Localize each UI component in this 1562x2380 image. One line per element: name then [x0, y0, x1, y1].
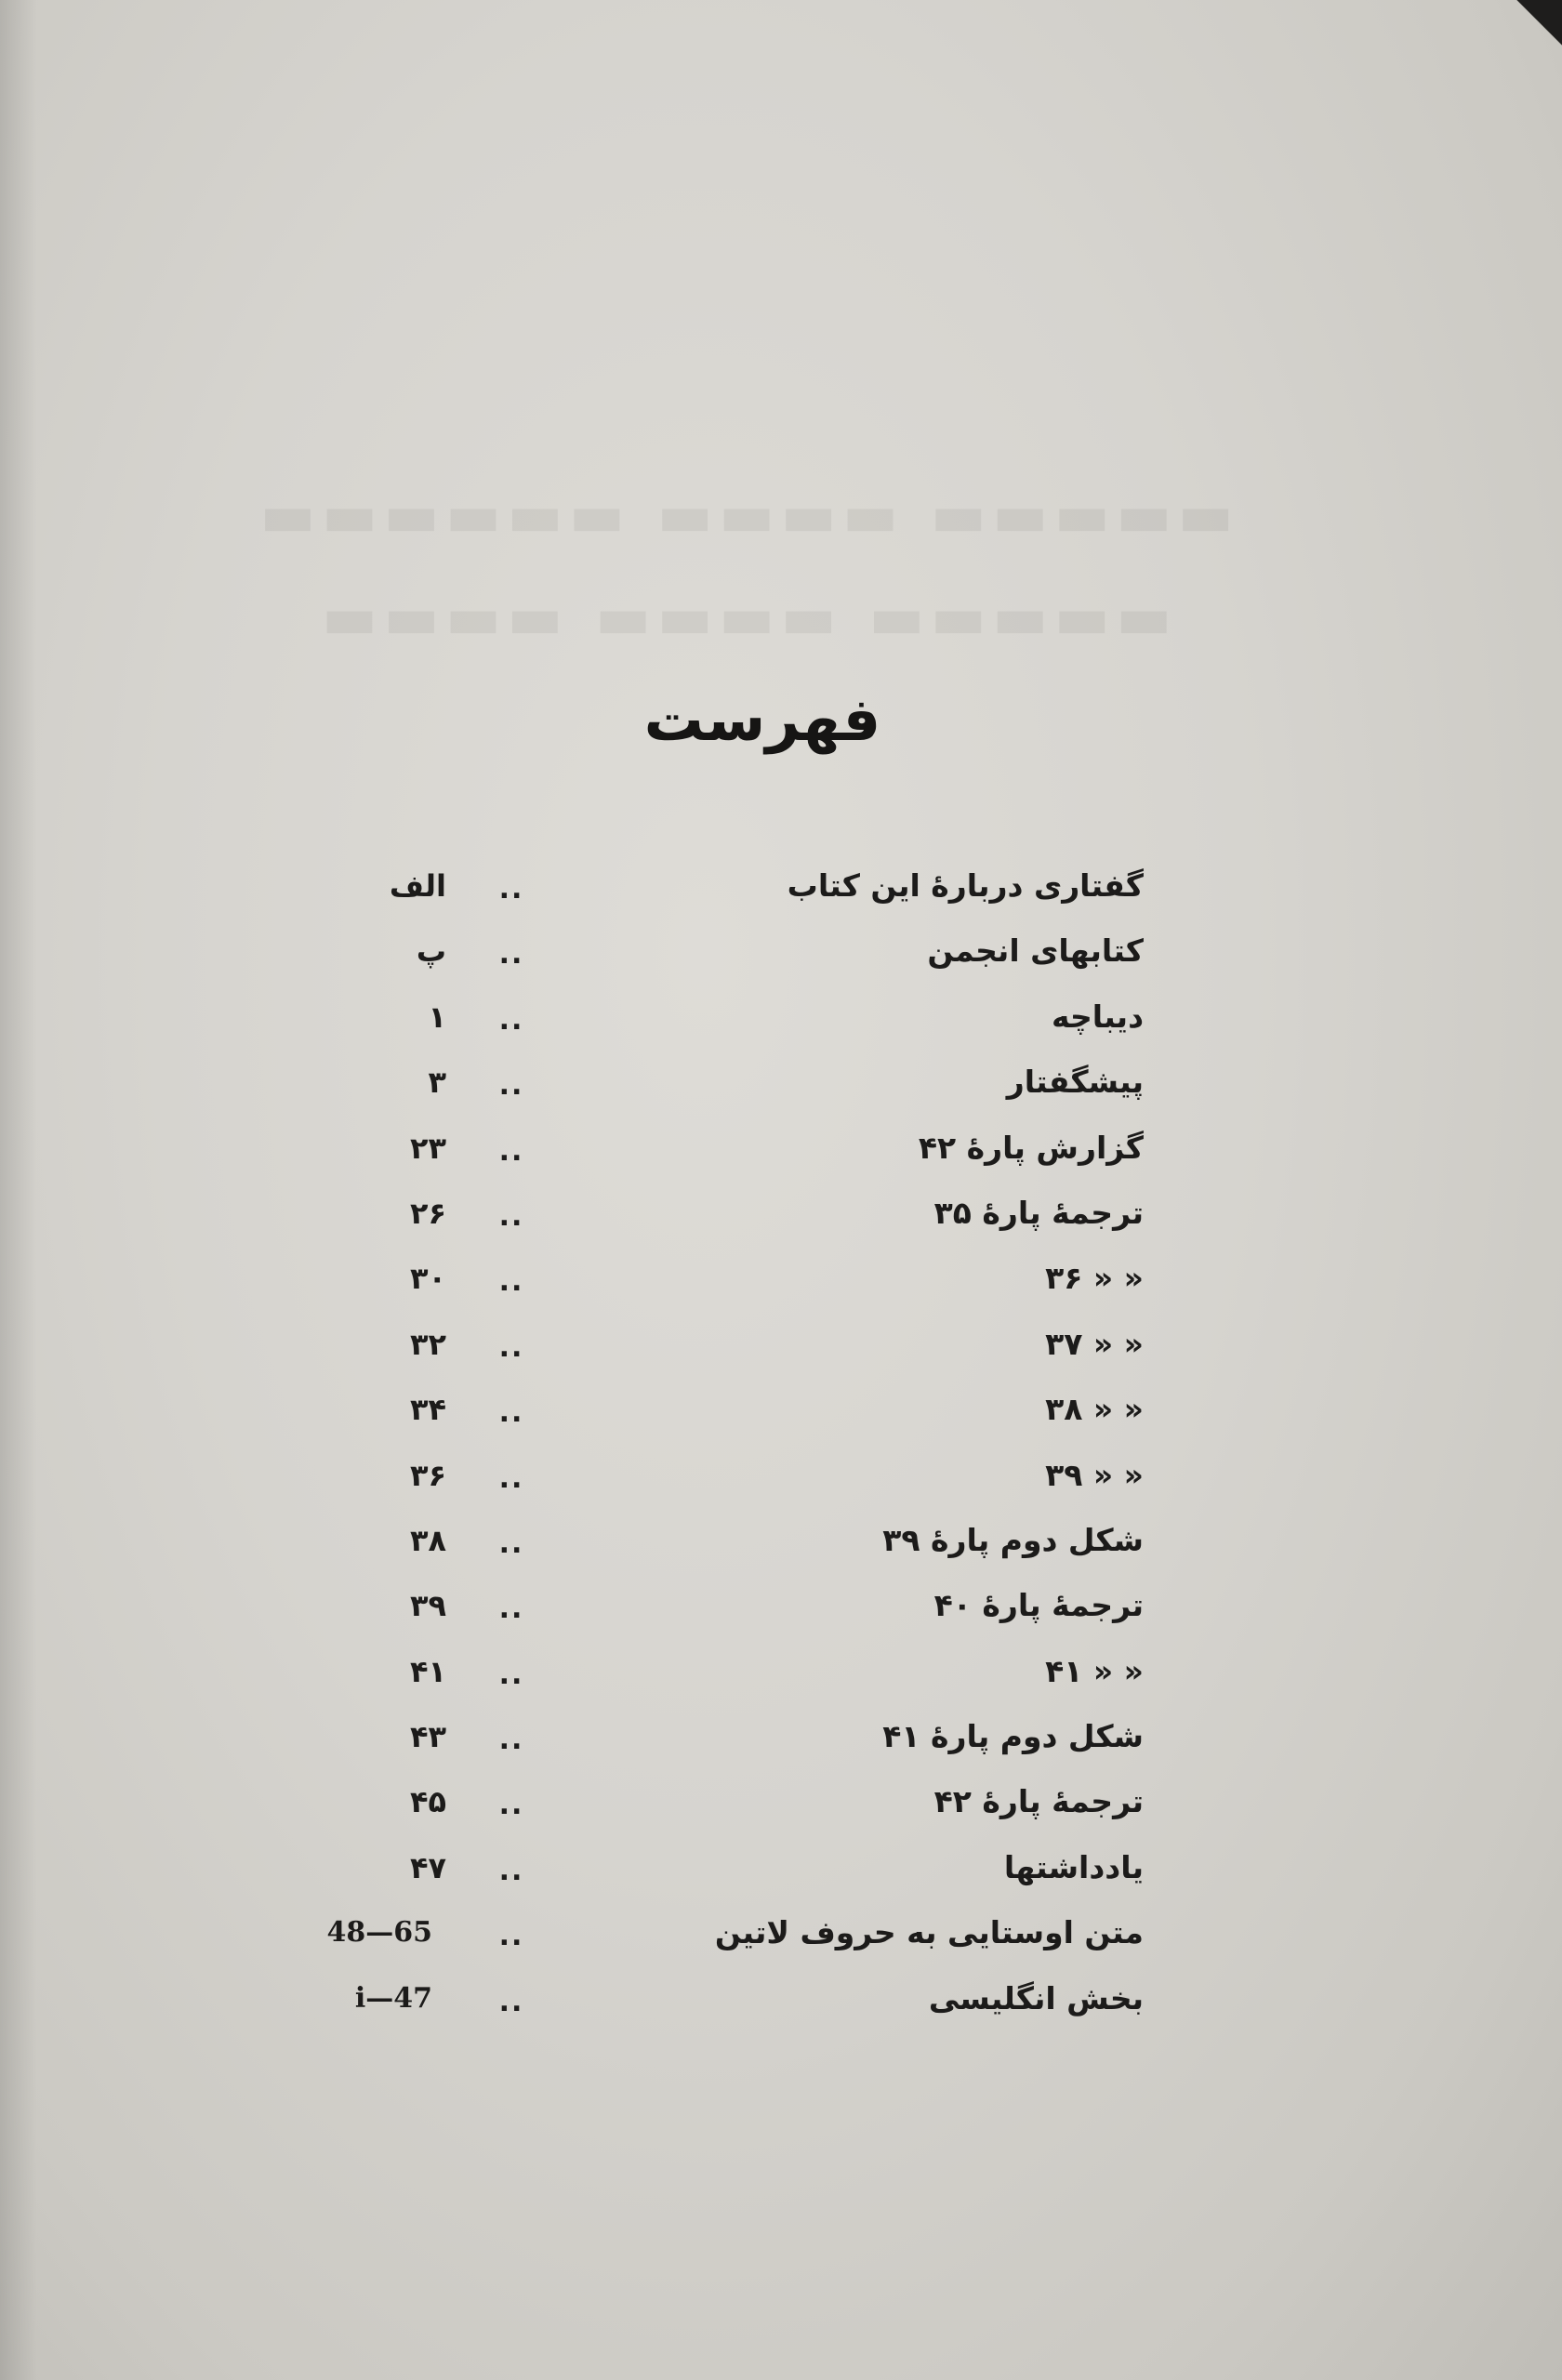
- toc-entry-page-number: ۳۶: [409, 1457, 446, 1493]
- toc-entry-page-number: ۴۱: [409, 1653, 446, 1689]
- toc-leader-dots: ..: [498, 1199, 524, 1233]
- toc-entry: [307, 1573, 1144, 1638]
- toc-entry-label: ترجمهٔ پارهٔ ۴۲: [933, 1783, 1144, 1820]
- toc-leader-dots: ..: [498, 1265, 524, 1299]
- toc-entry-label: « « ۳۹: [1045, 1456, 1144, 1493]
- toc-entry: [307, 1443, 1144, 1508]
- toc-leader-dots: ..: [498, 1461, 524, 1495]
- toc-leader-dots: ..: [498, 1789, 524, 1822]
- toc-entry: [307, 919, 1144, 984]
- toc-leader-dots: ..: [498, 1593, 524, 1626]
- toc-entry: [307, 1769, 1144, 1834]
- toc-entry-label: یادداشتها: [1003, 1848, 1144, 1885]
- toc-entry-page-number: ۳۲: [409, 1326, 446, 1362]
- toc-entry-label: « « ۳۸: [1045, 1391, 1144, 1428]
- toc-leader-dots: ..: [498, 1658, 524, 1691]
- toc-entry-page-number: ۴۳: [409, 1719, 446, 1755]
- toc-entry: [307, 1312, 1144, 1377]
- toc-entry-label: بخش انگلیسی: [928, 1979, 1144, 2016]
- toc-entry: [307, 1900, 1144, 1965]
- toc-entry: [307, 985, 1144, 1050]
- toc-entry-page-number: i—47: [354, 1981, 432, 2015]
- toc-entry: [307, 853, 1144, 919]
- toc-entry-page-number: 48—65: [326, 1916, 432, 1950]
- toc-entry-label: پیشگفتار: [1006, 1064, 1144, 1101]
- toc-entry-label: شکل دوم پارهٔ ۴۱: [882, 1718, 1144, 1755]
- show-through-text: ▬▬▬▬▬ ▬▬▬▬ ▬▬▬▬▬▬ ▬▬▬▬▬ ▬▬▬▬ ▬▬▬▬: [254, 481, 1234, 653]
- toc-entry: [307, 1116, 1144, 1181]
- toc-entry: [307, 1050, 1144, 1115]
- toc-leader-dots: ..: [498, 1069, 524, 1103]
- toc-leader-dots: ..: [498, 1003, 524, 1037]
- toc-entry-label: دیباچه: [1052, 998, 1144, 1035]
- toc-leader-dots: ..: [498, 1527, 524, 1560]
- toc-entry-page-number: ۴۵: [409, 1784, 446, 1820]
- toc-entry-label: شکل دوم پارهٔ ۳۹: [882, 1521, 1144, 1558]
- toc-leader-dots: ..: [498, 938, 524, 972]
- toc-leader-dots: ..: [498, 1854, 524, 1887]
- toc-entry: [307, 1704, 1144, 1769]
- toc-entry-page-number: ۲۶: [409, 1195, 446, 1231]
- toc-leader-dots: ..: [498, 1724, 524, 1757]
- toc-leader-dots: ..: [498, 1134, 524, 1168]
- toc-entry: [307, 1835, 1144, 1900]
- toc-leader-dots: ..: [498, 1330, 524, 1364]
- toc-entry-page-number: ۳: [428, 1064, 446, 1101]
- toc-entry-page-number: ۳۰: [409, 1261, 446, 1297]
- toc-entry-page-number: ۳۸: [409, 1522, 446, 1558]
- toc-entry-label: « « ۳۷: [1045, 1325, 1144, 1362]
- toc-entry-page-number: الف: [389, 868, 446, 904]
- toc-entry-label: ترجمهٔ پارهٔ ۴۰: [933, 1587, 1144, 1624]
- toc-leader-dots: ..: [498, 1396, 524, 1430]
- toc-entry: [307, 1508, 1144, 1573]
- toc-entry: [307, 1377, 1144, 1442]
- toc-entry-label: کتابهای انجمن: [927, 932, 1144, 970]
- toc-entry-page-number: ۳۴: [409, 1392, 446, 1428]
- toc-entry: [307, 1966, 1144, 2031]
- toc-entry-page-number: پ: [416, 933, 446, 970]
- toc-entry: [307, 1639, 1144, 1704]
- page-corner: [1497, 0, 1562, 46]
- toc-entry-label: متن اوستایی به حروف لاتین: [714, 1914, 1144, 1951]
- toc-entry-page-number: ۱: [428, 998, 446, 1035]
- table-of-contents: [307, 853, 1144, 2031]
- toc-entry-label: گفتاری دربارهٔ این کتاب: [787, 867, 1144, 904]
- toc-entry-page-number: ۴۷: [409, 1849, 446, 1885]
- toc-entry-label: « « ۳۶: [1045, 1260, 1144, 1297]
- toc-entry-label: « « ۴۱: [1045, 1652, 1144, 1689]
- toc-leader-dots: ..: [498, 873, 524, 906]
- toc-entry-page-number: ۲۳: [409, 1130, 446, 1166]
- toc-entry: [307, 1181, 1144, 1246]
- page-title: فهرست: [643, 686, 881, 755]
- toc-leader-dots: ..: [498, 1985, 524, 2018]
- toc-entry-label: گزارش پارهٔ ۴۲: [918, 1129, 1144, 1166]
- toc-entry-label: ترجمهٔ پارهٔ ۳۵: [933, 1194, 1144, 1231]
- page-gutter-shadow: [0, 0, 37, 2380]
- toc-leader-dots: ..: [498, 1920, 524, 1953]
- toc-entry: [307, 1246, 1144, 1311]
- toc-entry-page-number: ۳۹: [409, 1588, 446, 1624]
